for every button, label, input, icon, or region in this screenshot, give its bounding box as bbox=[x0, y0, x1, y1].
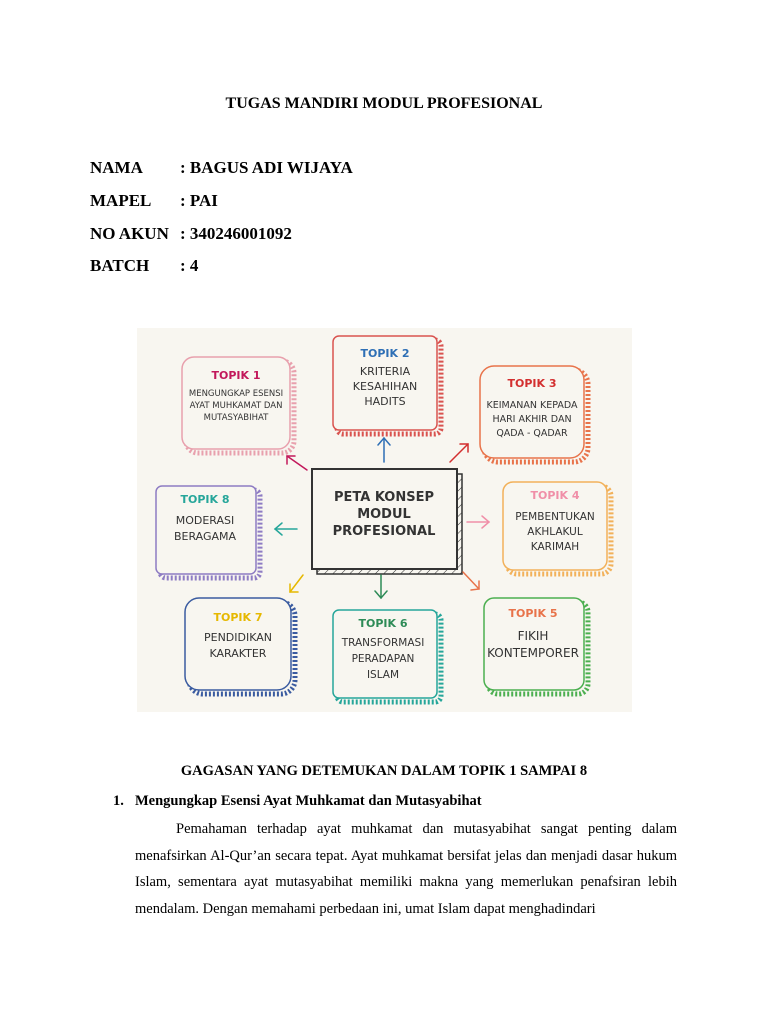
info-label: MAPEL bbox=[90, 191, 152, 210]
topic-1-label: TOPIK 1 bbox=[211, 369, 261, 382]
topic-2-line-2: KESAHIHAN bbox=[352, 380, 418, 393]
topic-7-label: TOPIK 7 bbox=[213, 611, 263, 624]
info-value: : 4 bbox=[180, 256, 199, 275]
section-heading: GAGASAN YANG DETEMUKAN DALAM TOPIK 1 SAMPAI 8 bbox=[180, 763, 588, 779]
topic-4-line-3: KARIMAH bbox=[530, 541, 580, 553]
topic-6-line-1: TRANSFORMASI bbox=[341, 637, 425, 649]
info-row-no-akun bbox=[90, 224, 292, 244]
topic-7-line-2: KARAKTER bbox=[209, 647, 267, 660]
topic-6-label: TOPIK 6 bbox=[358, 617, 408, 630]
center-line-1: PETA KONSEP bbox=[333, 490, 435, 505]
item-heading bbox=[113, 793, 482, 810]
topic-2-line-1: KRITERIA bbox=[359, 365, 411, 378]
topic-4-card bbox=[503, 482, 611, 574]
topic-3-line-3: QADA - QADAR bbox=[496, 428, 568, 439]
info-label: BATCH bbox=[90, 256, 150, 275]
info-value: : BAGUS ADI WIJAYA bbox=[180, 158, 353, 177]
topic-3-card bbox=[480, 366, 588, 462]
topic-6-line-2: PERADAPAN bbox=[351, 653, 415, 665]
arrow-to-topic-8 bbox=[275, 523, 297, 535]
topic-8-line-1: MODERASI bbox=[175, 514, 235, 527]
arrow-to-topic-1 bbox=[287, 456, 307, 470]
item-title: Mengungkap Esensi Ayat Muhkamat dan Mutasyabihat bbox=[135, 793, 482, 809]
arrow-to-topic-4 bbox=[467, 516, 489, 528]
item-number: 1. bbox=[113, 793, 124, 809]
arrow-to-topic-7 bbox=[290, 575, 303, 592]
topic-3-line-2: HARI AKHIR DAN bbox=[492, 414, 572, 425]
arrow-to-topic-6 bbox=[375, 575, 387, 598]
topic-8-label: TOPIK 8 bbox=[180, 493, 230, 506]
center-line-3: PROFESIONAL bbox=[332, 524, 436, 539]
topic-7-card bbox=[185, 598, 295, 694]
topic-1-line-3: MUTASYABIHAT bbox=[203, 413, 269, 423]
info-row-nama bbox=[90, 158, 353, 178]
concept-map-svg bbox=[137, 328, 632, 712]
topic-5-card bbox=[484, 598, 588, 694]
arrow-to-topic-3 bbox=[450, 444, 468, 462]
arrow-to-topic-5 bbox=[463, 572, 479, 590]
topic-6-line-3: ISLAM bbox=[366, 669, 400, 681]
info-label: NO AKUN bbox=[90, 224, 169, 243]
topic-4-label: TOPIK 4 bbox=[530, 489, 580, 502]
center-box bbox=[312, 469, 462, 574]
center-line-2: MODUL bbox=[357, 507, 411, 522]
topic-5-label: TOPIK 5 bbox=[508, 607, 558, 620]
arrow-to-topic-2 bbox=[378, 438, 390, 462]
topic-5-line-1: FIKIH bbox=[517, 629, 549, 643]
info-value: : 340246001092 bbox=[180, 224, 292, 243]
topic-8-card bbox=[156, 486, 260, 578]
topic-3-label: TOPIK 3 bbox=[507, 377, 557, 390]
info-row-mapel bbox=[90, 191, 218, 211]
topic-7-line-1: PENDIDIKAN bbox=[203, 631, 273, 644]
topic-1-card bbox=[182, 357, 294, 453]
concept-map-image bbox=[137, 328, 632, 712]
topic-1-line-2: AYAT MUHKAMAT DAN bbox=[189, 401, 283, 411]
info-label: NAMA bbox=[90, 158, 143, 177]
topic-6-card bbox=[333, 610, 441, 702]
topic-1-line-1: MENGUNGKAP ESENSI bbox=[188, 389, 284, 399]
info-row-batch bbox=[90, 256, 198, 276]
topic-4-line-1: PEMBENTUKAN bbox=[515, 511, 595, 523]
document-title: TUGAS MANDIRI MODUL PROFESIONAL bbox=[225, 95, 543, 112]
item-paragraph: Pemahaman terhadap ayat muhkamat dan mutasyabihat sangat penting dalam menafsirkan Al-Qur’an secara tepat. Ayat muhkamat bersifat jelas dan menjadi dasar hukum Islam, sementara ayat mutasyabihat memiliki makna yang memerlukan penafsiran lebih mendalam. Dengan memahami perbedaan ini, umat Islam dapat menghadindari bbox=[135, 821, 677, 917]
topic-5-line-2: KONTEMPORER bbox=[487, 646, 579, 660]
topic-2-card bbox=[333, 336, 441, 434]
topic-4-line-2: AKHLAKUL bbox=[527, 526, 583, 538]
topic-2-line-3: HADITS bbox=[364, 395, 406, 408]
topic-8-line-2: BERAGAMA bbox=[173, 530, 237, 543]
topic-2-label: TOPIK 2 bbox=[360, 347, 410, 360]
info-value: : PAI bbox=[180, 191, 218, 210]
topic-3-line-1: KEIMANAN KEPADA bbox=[486, 400, 578, 411]
